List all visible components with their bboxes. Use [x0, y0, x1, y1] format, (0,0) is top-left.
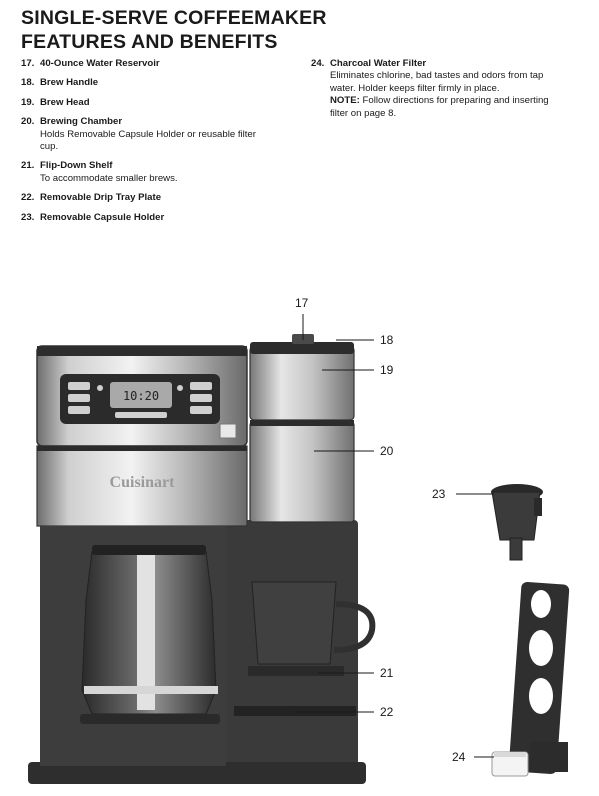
- charcoal-filter: [492, 752, 528, 776]
- callout-18: 18: [380, 333, 394, 347]
- filter-holder: [508, 582, 569, 775]
- flip-down-shelf[interactable]: [248, 666, 344, 676]
- hold-button[interactable]: [68, 394, 90, 402]
- capsule-holder: [491, 484, 543, 560]
- feature-24: 24. Charcoal Water Filter Eliminates chlorine, bad tastes and odors from tap water. Holder keeps filter firmly in place. NOTE: Follow directions for preparing and inserting filter on page 8.: [311, 58, 549, 119]
- auto-on-button[interactable]: [68, 406, 90, 414]
- feature-17: 17. 40-Ounce Water Reservoir: [21, 58, 160, 69]
- callout-22: 22: [380, 705, 394, 719]
- callout-21: 21: [380, 666, 394, 680]
- clean-button[interactable]: [190, 406, 212, 414]
- feature-21: 21. Flip-Down Shelf To accommodate smaller brews.: [21, 160, 178, 184]
- callout-24: 24: [452, 750, 466, 764]
- feature-24-desc: Eliminates chlorine, bad tastes and odors from tap water. Holder keeps filter firmly in place.: [330, 70, 544, 94]
- brew-head: [250, 346, 354, 420]
- feature-20: 20. Brewing Chamber Holds Removable Capsule Holder or reusable filter cup.: [21, 116, 256, 153]
- feature-22: 22. Removable Drip Tray Plate: [21, 192, 162, 204]
- title-line-2: FEATURES AND BENEFITS: [21, 31, 278, 53]
- title-line-1: SINGLE-SERVE COFFEEMAKER: [21, 7, 327, 29]
- note-label: NOTE:: [330, 95, 360, 107]
- note-text: Follow directions for preparing and inserting filter on page 8.: [330, 95, 549, 119]
- brewing-chamber: [250, 422, 354, 522]
- carafe-button[interactable]: [190, 382, 212, 390]
- callout-23: 23: [432, 487, 446, 501]
- drip-tray-plate[interactable]: [234, 706, 356, 716]
- clock-text: 10:20: [122, 389, 160, 403]
- callout-20: 20: [380, 444, 394, 458]
- single-button[interactable]: [190, 394, 212, 402]
- coffeemaker: [28, 334, 372, 784]
- feature-23: 23. Removable Capsule Holder: [21, 211, 165, 223]
- feature-18: 18. Brew Handle: [21, 77, 99, 89]
- brew-strength-button[interactable]: [68, 382, 90, 390]
- feature-19: 19. Brew Head: [21, 96, 90, 108]
- callout-19: 19: [380, 363, 394, 377]
- brand-logo: Cuisinart: [109, 474, 175, 491]
- callout-17: 17: [295, 296, 309, 310]
